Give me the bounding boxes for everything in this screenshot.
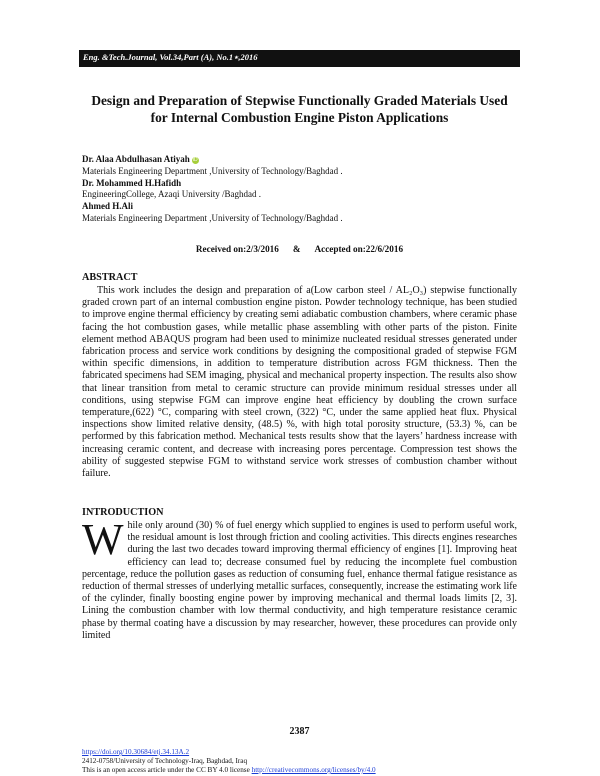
author-name: Ahmed H.Ali (82, 201, 134, 212)
introduction-text (82, 515, 517, 642)
title-line-1: Design and Preparation of Stepwise Functionally Graded Materials Used (91, 93, 508, 108)
footer-doi-link[interactable] (82, 748, 189, 756)
introduction-heading: INTRODUCTION (82, 507, 164, 518)
accepted-date: Accepted on:22/6/2016 (314, 244, 404, 254)
dates-line (79, 244, 520, 254)
footer-issn: 2412-0758/University of Technology-Iraq, Baghdad, Iraq (82, 757, 248, 765)
author-block (82, 154, 512, 225)
abstract-heading: ABSTRACT (82, 272, 138, 283)
introduction-body: hile only around (30) % of fuel energy which supplied to engines is used to perform useful work, the residual amount is lost through friction and cooling activities. This directs engines researches during the last two decades toward improving thermal efficiency of engines [1]. Improving heat efficiency can lead to; decrease consumed fuel by reducing the incomplete fuel combustion percentage, reduce the pollution gases as reduction of consuming fuel, enhance thermal fatigue resistance as reduction of thermal stresses of underlying metallic surfaces, consequently, increase the estimating work life of the cylinder, finally boosting engine power by improving mechanical and thermal loads limits [2, 3]. Lining the combustion chamber with low thermal conductivity, and high temperature resistance ceramic phase by thermal coating have a discussion by may researcher, however, these procedures can provide only limited (82, 520, 517, 641)
author-name: Dr. Alaa Abdulhasan Atiyah (82, 154, 190, 164)
dates-ampersand: & (292, 244, 301, 254)
license-text: This is an open access article under the CC BY 4.0 license (82, 766, 252, 774)
received-date: Received on:2/3/2016 (195, 244, 279, 254)
orcid-icon[interactable]: iD (192, 157, 198, 163)
author-name: Dr. Mohammed H.Hafidh (82, 177, 182, 188)
author-affiliation: Materials Engineering Department ,University of Technology/Baghdad . (82, 165, 343, 176)
footer-license (82, 766, 376, 774)
abstract-text: This work includes the design and preparation of a(Low carbon steel / AL₂O₃) stepwise functionally graded crown part of an internal combustion engine piston. Powder technology technique, has been studied to improve engine thermal efficiency by creating semi adiabatic combustion chambers, where ceramic phase facing the hot combustion gases, while metallic phase assembling with other parts of the piston. Finite element method ABAQUS program had been used to minimize nucleated residual stresses generated under fabrication process and service work conditions by designing the compositional graded of stepwise FGM within specific dimensions, in addition to temperature distribution across FGM thickness. Then the fabricated specimens had SEM imaging, physical and mechanical property inspection. The results also show that linear transition from metal to ceramic structure can provide minimum residual stresses under all conditions, using stepwise FGM can improve engine heat efficiency by doubling the crown surface temperature,(622) °C, comparing with steel crown, (322) °C, under the same applied heat flux. Physical inspections show limited relative density, (48.5) %, with high total porosity structure, (53.3) %, can be performed by this fabrication method. Mechanical tests results show that the layers’ hardness increase with increasing ceramic content, and decrease with increasing pores percentage. Compression test shows the ability of suggested stepwise FGM to withstand service work stresses of combustion chamber without failure. (82, 285, 517, 480)
drop-cap: W (82, 515, 124, 564)
author-affiliation: EngineeringCollege, Azaqi University /Baghdad . (82, 189, 261, 200)
journal-header: Eng. &Tech.Journal, Vol.34,Part (A), No.1⋆,2016 (83, 52, 258, 62)
page-number: 2387 (289, 726, 310, 737)
license-link[interactable]: http://creativecommons.org/licenses/by/4.0 (251, 766, 376, 774)
paper-title (79, 93, 520, 126)
title-line-2: for Internal Combustion Engine Piston Applications (150, 109, 449, 125)
author-affiliation: Materials Engineering Department ,University of Technology/Baghdad . (82, 212, 343, 223)
doi-link[interactable]: https://doi.org/10.30684/etj.34.13A.2 (82, 748, 190, 756)
